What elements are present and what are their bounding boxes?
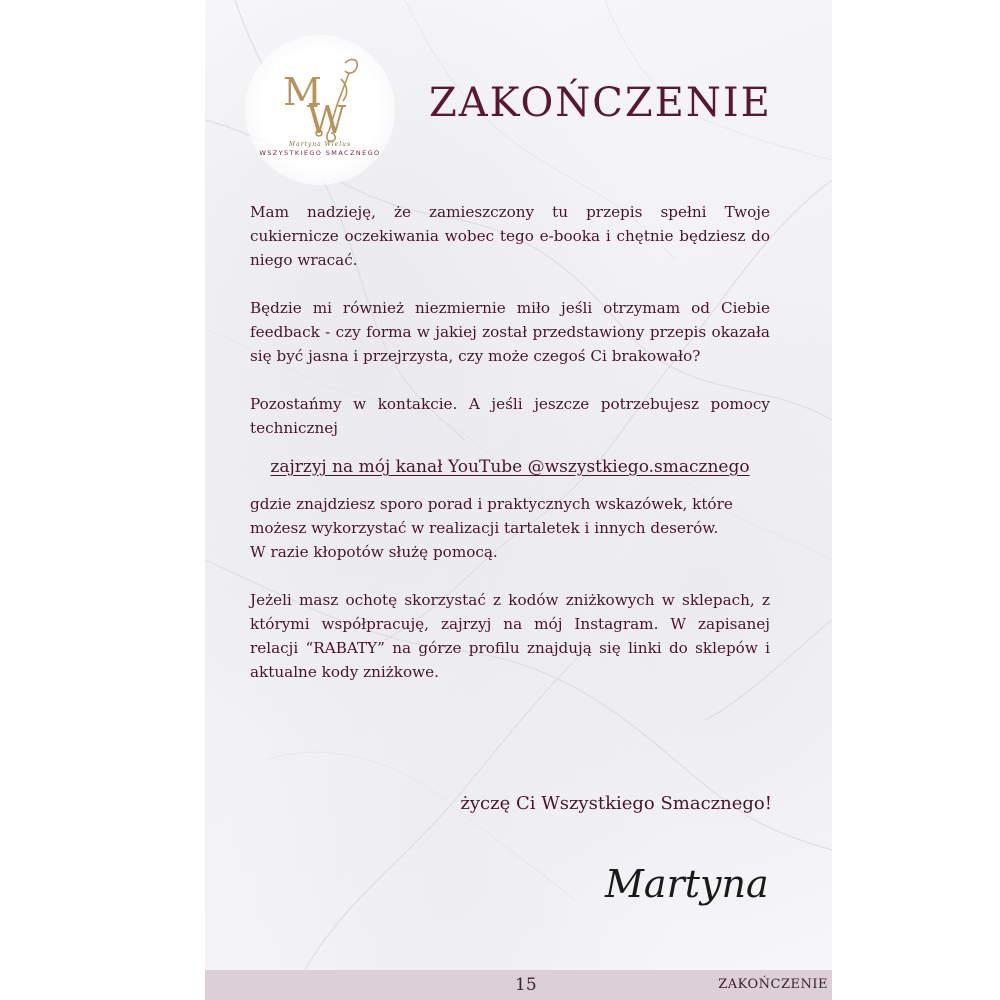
paragraph-contact: Pozostańmy w kontakcie. A jeśli jeszcze potrzebujesz pomocy technicznej [250,395,770,437]
page-number: 15 [515,975,537,995]
footer-section-title: ZAKOŃCZENIE [718,977,828,992]
paragraph-tips: gdzie znajdziesz sporo porad i praktycznych wskazówek, które możesz wykorzystać w realizacji tartaletek i innych deserów. [250,495,733,537]
page-title: ZAKOŃCZENIE [429,80,772,126]
ebook-page [205,0,832,1000]
paragraph-feedback: Będzie mi również niezmiernie miło jeśli otrzymam od Ciebie feedback - czy forma w jakiej został przedstawiony przepis okazała się być jasna i przejrzysta, czy może czegoś Ci brakowało? [250,299,770,365]
youtube-channel-link[interactable]: zajrzyj na mój kanał YouTube @wszystkiego.smacznego [270,457,750,477]
page-body [250,200,770,684]
paragraph-help: W razie kłopotów służę pomocą. [250,543,498,561]
logo-subtitle: WSZYSTKIEGO SMACZNEGO [259,149,381,157]
paragraph-discounts: Jeżeli masz ochotę skorzystać z kodów zniżkowych w sklepach, z którymi współpracuję, zajrzyj na mój Instagram. W zapisanej relacji “RABATY” na górze profilu znajdują się linki do sklepów i aktualne kody zniżkowe. [250,591,770,681]
author-signature: Martyna [605,862,769,906]
svg-text:W: W [307,98,347,142]
closing-wish: życzę Ci Wszystkiego Smacznego! [460,793,772,814]
svg-text:M: M [283,70,322,114]
logo-monogram-icon [245,35,395,185]
page-footer [205,970,832,1000]
brand-logo [245,35,395,185]
logo-script-text: Martyna Wielus [288,141,352,148]
paragraph-intro: Mam nadzieję, że zamieszczony tu przepis spełni Twoje cukiernicze oczekiwania wobec tego e-booka i chętnie będziesz do niego wracać. [250,203,770,269]
